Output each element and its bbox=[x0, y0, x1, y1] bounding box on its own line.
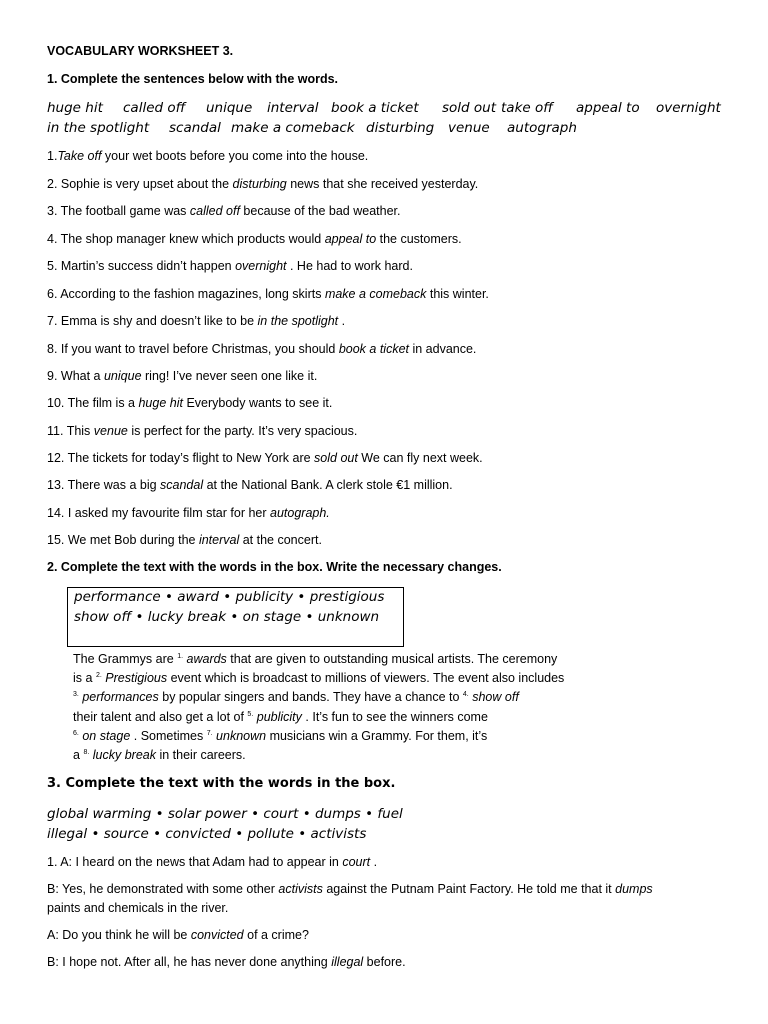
answer: dumps bbox=[615, 882, 653, 896]
answer: interval bbox=[198, 533, 240, 547]
sentence: 2. Sophie is very upset about the disturbing news that she received yesterday. bbox=[47, 177, 479, 191]
answer: awards bbox=[186, 652, 227, 666]
text-line: paints and chemicals in the river. bbox=[47, 901, 229, 915]
answer: book a ticket bbox=[338, 342, 409, 356]
sentence: 4. The shop manager knew which products would appeal to the customers. bbox=[47, 232, 462, 246]
text-line: A: Do you think he will be convicted of a crime? bbox=[47, 928, 309, 942]
word-bank-item: called off bbox=[123, 100, 186, 116]
sentence: 1.Take off your wet boots before you come into the house. bbox=[47, 149, 369, 163]
gap-number: 5. bbox=[247, 711, 254, 718]
gap-number: 1. bbox=[177, 653, 184, 660]
text-line: The Grammys are $^{1.}$ awards that are given to outstanding musical artists. The ceremony bbox=[73, 652, 558, 666]
text-line: $^{3.}$ performances by popular singers and bands. They have a chance to $^{4.}$ show off bbox=[73, 690, 519, 704]
gap-number: 8. bbox=[83, 749, 90, 756]
sentence: 9. What a unique ring! I’ve never seen one like it. bbox=[47, 369, 318, 383]
text-line: 1. A: I heard on the news that Adam had to appear in court . bbox=[47, 855, 378, 869]
word-bank-item: scandal bbox=[169, 120, 221, 136]
answer: unknown bbox=[216, 729, 267, 743]
gap-number: 2. bbox=[95, 672, 102, 679]
answer: court bbox=[342, 855, 371, 869]
sentence: 14. I asked my favourite film star for her autograph. bbox=[47, 506, 330, 520]
answer: appeal to bbox=[324, 232, 377, 246]
sentence: 6. According to the fashion magazines, long skirts make a comeback this winter. bbox=[47, 287, 489, 301]
word-bank-item: overnight bbox=[656, 100, 721, 116]
text-line: their talent and also get a lot of $^{5.}$ publicity . It’s fun to see the winners come bbox=[73, 710, 488, 724]
word-bank-item: take off bbox=[501, 100, 553, 116]
answer: performances bbox=[82, 690, 159, 704]
word-bank-item: autograph bbox=[507, 120, 577, 136]
answer: scandal bbox=[160, 478, 204, 492]
answer: autograph. bbox=[270, 506, 330, 520]
word-bank-item: unique bbox=[206, 100, 253, 116]
word-bank-item: interval bbox=[267, 100, 319, 116]
answer: called off bbox=[189, 204, 240, 218]
answer: show off bbox=[472, 690, 519, 704]
gap-number: 3. bbox=[73, 691, 79, 698]
answer: in the spotlight bbox=[257, 314, 339, 328]
sentence: 7. Emma is shy and doesn’t like to be in the spotlight . bbox=[47, 314, 346, 328]
answer: venue bbox=[93, 424, 128, 438]
sentence: 8. If you want to travel before Christmas, you should book a ticket in advance. bbox=[47, 342, 477, 356]
word-bank-item: disturbing bbox=[366, 120, 435, 136]
word-bank-item: venue bbox=[448, 120, 490, 136]
answer: on stage bbox=[82, 729, 131, 743]
section3-heading: 3. Complete the text with the words in the box. bbox=[47, 776, 396, 791]
text-line: B: Yes, he demonstrated with some other activists against the Putnam Paint Factory. He told me that it dumps bbox=[47, 882, 653, 896]
sentence: 15. We met Bob during the interval at the concert. bbox=[47, 533, 322, 547]
sentence: 10. The film is a huge hit Everybody wants to see it. bbox=[47, 396, 333, 410]
answer: Prestigious bbox=[105, 671, 168, 685]
text-line: $^{6.}$ on stage . Sometimes $^{7.}$ unknown musicians win a Grammy. For them, it’s bbox=[73, 729, 488, 743]
answer: publicity bbox=[256, 710, 302, 724]
word-bank-item: huge hit bbox=[47, 100, 103, 116]
gap-number: 7. bbox=[206, 730, 213, 737]
text-line: a $^{8.}$ lucky break in their careers. bbox=[73, 748, 246, 762]
sentence: 13. There was a big scandal at the National Bank. A clerk stole €1 million. bbox=[47, 478, 453, 492]
gap-number: 6. bbox=[73, 730, 79, 737]
answer: Take off bbox=[57, 149, 102, 163]
word-bank-item: in the spotlight bbox=[47, 120, 150, 136]
answer: convicted bbox=[190, 928, 244, 942]
sentence: 3. The football game was called off because of the bad weather. bbox=[47, 204, 401, 218]
word-bank-item: sold out bbox=[442, 100, 497, 116]
word-bank-item: appeal to bbox=[576, 100, 640, 116]
text-line: B: I hope not. After all, he has never done anything illegal before. bbox=[47, 955, 406, 969]
answer: activists bbox=[278, 882, 323, 896]
section3-bank-line-1: global warming • solar power • court • dumps • fuel bbox=[47, 806, 403, 822]
answer: disturbing bbox=[232, 177, 287, 191]
answer: huge hit bbox=[138, 396, 183, 410]
sentence: 11. This venue is perfect for the party. It’s very spacious. bbox=[47, 424, 358, 438]
word-box-line-2: show off • lucky break • on stage • unknown bbox=[74, 609, 380, 625]
answer: unique bbox=[103, 369, 142, 383]
word-bank-item: make a comeback bbox=[231, 120, 355, 136]
sentence: 5. Martin’s success didn’t happen overnight . He had to work hard. bbox=[47, 259, 413, 273]
answer: sold out bbox=[314, 451, 358, 465]
worksheet-title: VOCABULARY WORKSHEET 3. bbox=[47, 44, 234, 58]
word-box-line-1: performance • award • publicity • prestigious bbox=[74, 589, 385, 605]
answer: overnight bbox=[235, 259, 287, 273]
word-bank-item: book a ticket bbox=[331, 100, 419, 116]
answer: illegal bbox=[331, 955, 364, 969]
answer: make a comeback bbox=[324, 287, 427, 301]
section2-heading: 2. Complete the text with the words in the box. Write the necessary changes. bbox=[47, 560, 502, 574]
text-line: is a $^{2.}$ Prestigious event which is broadcast to millions of viewers. The event also includes bbox=[73, 671, 565, 685]
gap-number: 4. bbox=[462, 691, 469, 698]
sentence: 12. The tickets for today’s flight to New York are sold out We can fly next week. bbox=[47, 451, 483, 465]
answer: lucky break bbox=[92, 748, 156, 762]
section3-bank-line-2: illegal • source • convicted • pollute • activists bbox=[47, 826, 367, 842]
section1-heading: 1. Complete the sentences below with the words. bbox=[47, 72, 339, 86]
